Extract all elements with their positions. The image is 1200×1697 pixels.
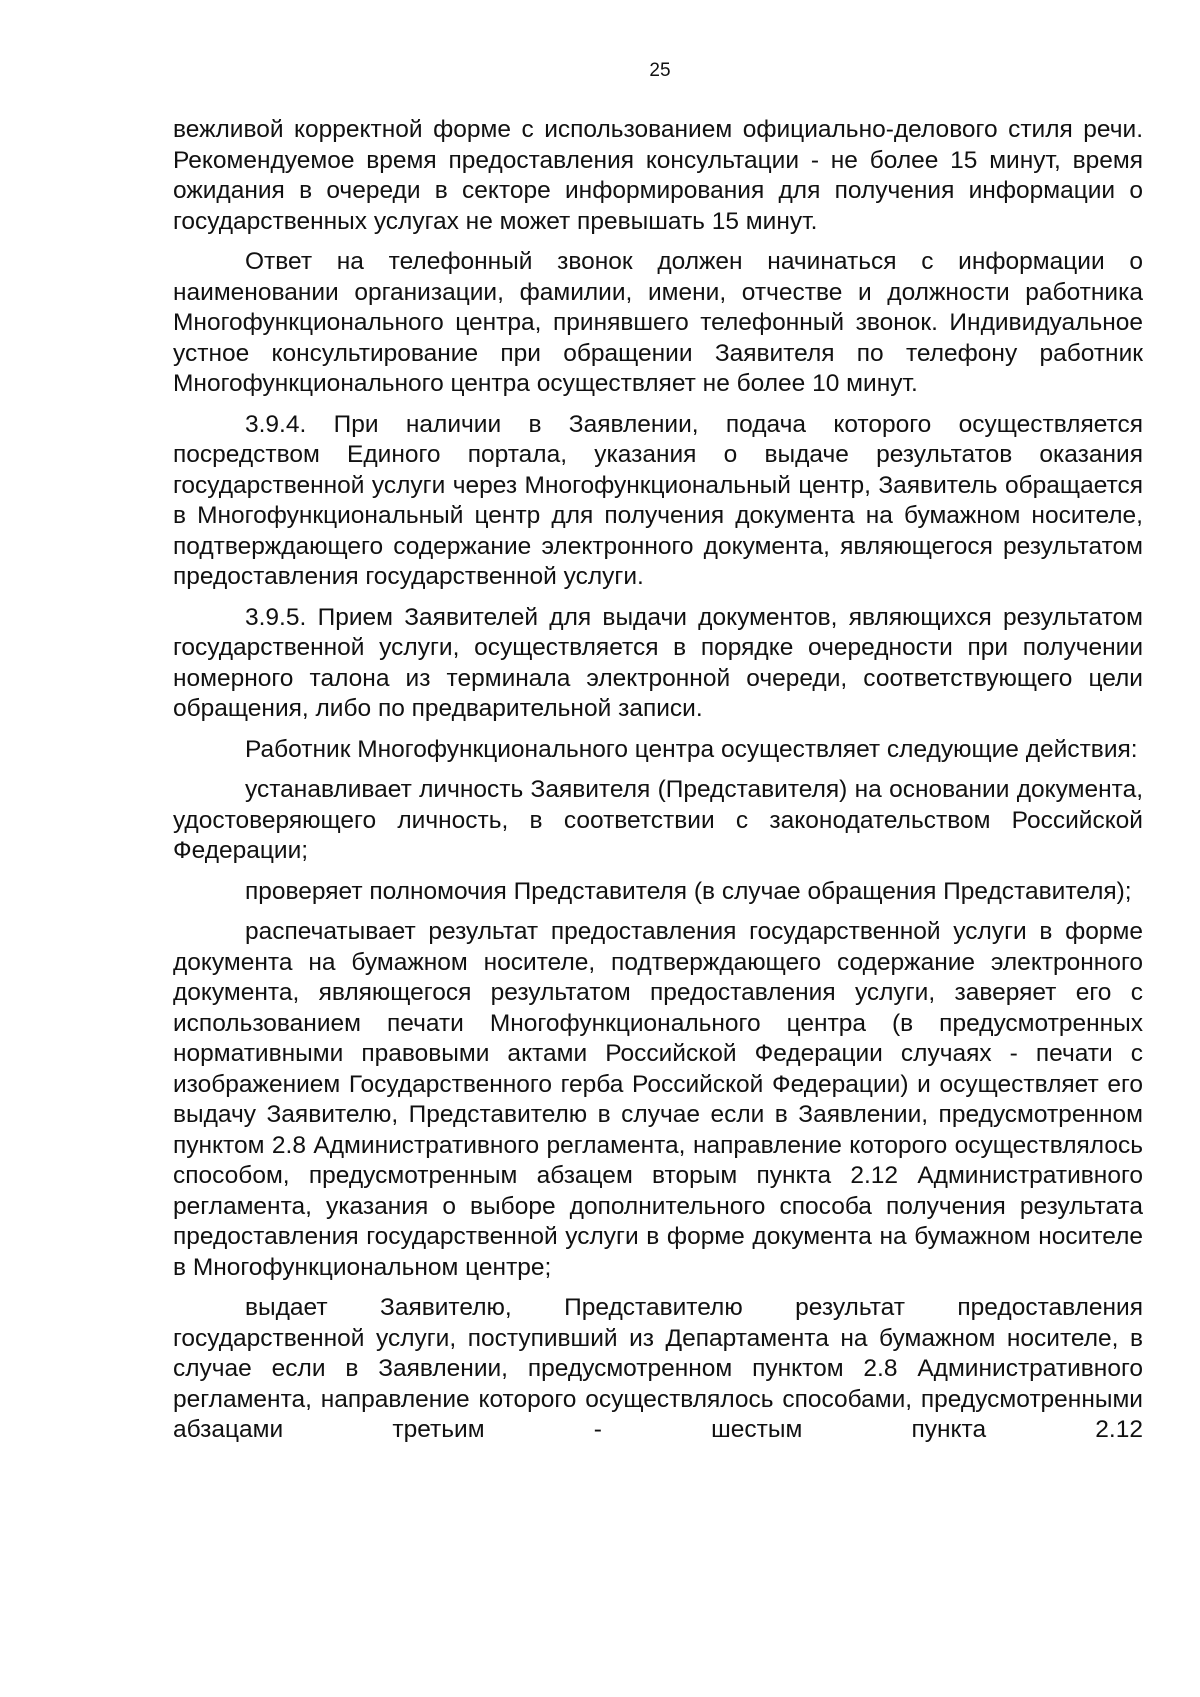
paragraph-check-authority: проверяет полномочия Представителя (в случае обращения Представителя); <box>245 877 1132 905</box>
paragraph-print-result: распечатывает результат предоставления государственной услуги в форме документа на бумажном носителе, подтверждающего содержание электронного документа, являющегося результатом предоставления услуги, заверяет его с использованием печати Многофункционального центра (в предусмотренных нормативными правовыми актами Российской Федерации случаях - печати с изображением Государственного герба Российской Федерации) и осуществляет его выдачу Заявителю, Представителю в случае если в Заявлении, предусмотренном пунктом 2.8 Административного регламента, направление которого осуществлялось способом, предусмотренным абзацем вторым пункта 2.12 Административного регламента, указания о выборе дополнительного способа получения результата предоставления государственной услуги в форме документа на бумажном носителе в Многофункциональном центре; <box>173 918 1143 1281</box>
paragraph-identify-applicant: устанавливает личность Заявителя (Представителя) на основании документа, удостоверяющего личность, в соответствии с законодательством Российской Федерации; <box>173 776 1143 864</box>
paragraph-issue-result: выдает Заявителю, Представителю результат предоставления государственной услуги, поступивший из Департамента на бумажном носителе, в случае если в Заявлении, предусмотренном пунктом 2.8 Административного регламента, направление которого осуществлялось способами, предусмотренными абзацами третьим - шестым пункта 2.12 <box>173 1294 1143 1443</box>
document-body <box>173 115 1143 1446</box>
paragraph-3-9-5: 3.9.5. Прием Заявителей для выдачи документов, являющихся результатом государственной услуги, осуществляется в порядке очередности при получении номерного талона из терминала электронной очереди, соответствующего цели обращения, либо по предварительной записи. <box>173 603 1143 722</box>
paragraph-consultation-style: вежливой корректной форме с использованием официально-делового стиля речи. Рекомендуемое время предоставления консультации - не более 15 минут, время ожидания в очереди в секторе информирования для получения информации о государственных услугах не может превышать 15 минут. <box>173 116 1143 235</box>
paragraph-3-9-4: 3.9.4. При наличии в Заявлении, подача которого осуществляется посредством Единого портала, указания о выдаче результатов оказания государственной услуги через Многофункциональный центр, Заявитель обращается в Многофункциональный центр для получения документа на бумажном носителе, подтверждающего содержание электронного документа, являющегося результатом предоставления государственной услуги. <box>173 410 1143 590</box>
paragraph-worker-actions: Работник Многофункционального центра осуществляет следующие действия: <box>245 735 1138 763</box>
paragraph-phone-answer: Ответ на телефонный звонок должен начинаться с информации о наименовании организации, фамилии, имени, отчестве и должности работника Многофункционального центра, принявшего телефонный звонок. Индивидуальное устное консультирование при обращении Заявителя по телефону работник Многофункционального центра осуществляет не более 10 минут. <box>173 248 1143 397</box>
page-number: 25 <box>649 60 671 81</box>
